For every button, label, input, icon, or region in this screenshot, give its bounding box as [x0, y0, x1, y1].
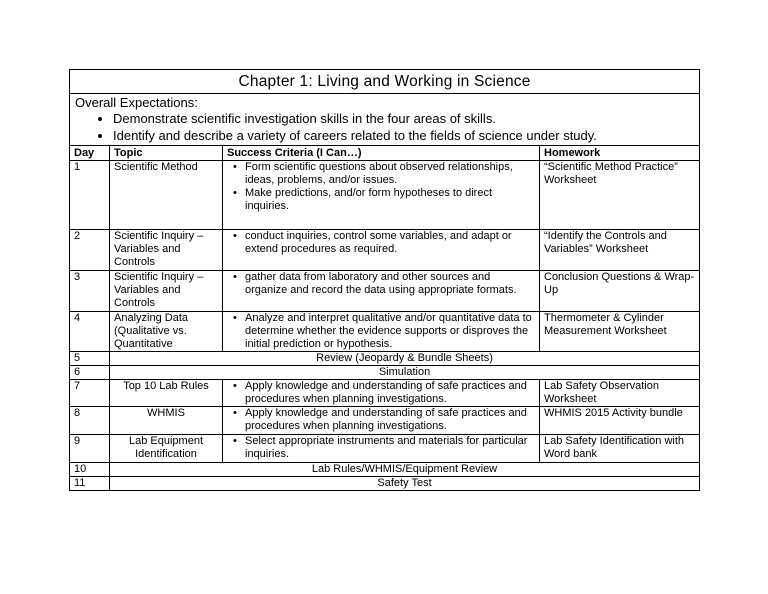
schedule-row — [70, 406, 700, 434]
homework-cell: “Identify the Controls and Variables” Worksheet — [540, 229, 700, 270]
homework-cell: Lab Safety Identification with Word bank — [540, 434, 700, 462]
criteria-item: • conduct inquiries, control some variables, and adapt or extend procedures as required. — [245, 230, 535, 256]
homework-cell: Conclusion Questions & Wrap-Up — [540, 270, 700, 311]
header-topic: Topic — [110, 145, 223, 160]
day-cell: 4 — [70, 311, 110, 351]
day-cell: 3 — [70, 270, 110, 311]
schedule-row — [70, 229, 700, 270]
topic-cell: Analyzing Data (Qualitative vs. Quantitative — [110, 311, 223, 351]
homework-cell: Thermometer & Cylinder Measurement Worksheet — [540, 311, 700, 351]
day-cell: 9 — [70, 434, 110, 462]
homework-cell: WHMIS 2015 Activity bundle — [540, 406, 700, 434]
criteria-list — [227, 380, 535, 406]
overall-expectations-label: Overall Expectations: — [75, 95, 198, 110]
homework-cell: “Scientific Method Practice” Worksheet — [540, 160, 700, 229]
criteria-cell — [223, 311, 540, 351]
criteria-cell — [223, 270, 540, 311]
day-cell: 6 — [70, 365, 110, 379]
schedule-row — [70, 160, 700, 229]
schedule-row — [70, 462, 700, 476]
title-row — [70, 70, 700, 94]
day-cell: 1 — [70, 160, 110, 229]
schedule-row — [70, 379, 700, 406]
overall-expectations-list — [75, 111, 695, 144]
overall-expectations — [70, 94, 700, 146]
criteria-cell — [223, 229, 540, 270]
schedule-row — [70, 351, 700, 365]
criteria-cell — [223, 406, 540, 434]
page-title: Chapter 1: Living and Working in Science — [70, 70, 700, 94]
topic-cell: Lab Equipment Identification — [110, 434, 223, 462]
criteria-item: • gather data from laboratory and other sources and organize and record the data using appropriate formats. — [245, 271, 535, 297]
activity-cell: Lab Rules/WHMIS/Equipment Review — [110, 462, 700, 476]
criteria-item: • Apply knowledge and understanding of safe practices and procedures when planning investigations. — [245, 407, 535, 433]
criteria-list — [227, 407, 535, 433]
schedule-row — [70, 311, 700, 351]
topic-cell: Scientific Inquiry – Variables and Controls — [110, 229, 223, 270]
header-homework: Homework — [540, 145, 700, 160]
schedule-row — [70, 365, 700, 379]
criteria-cell — [223, 160, 540, 229]
criteria-list — [227, 161, 535, 213]
unit-plan-table — [69, 69, 700, 491]
activity-cell: Safety Test — [110, 476, 700, 490]
day-cell: 2 — [70, 229, 110, 270]
expectation-item: • Demonstrate scientific investigation skills in the four areas of skills. — [113, 111, 695, 127]
day-cell: 7 — [70, 379, 110, 406]
criteria-item: • Apply knowledge and understanding of safe practices and procedures when planning investigations. — [245, 380, 535, 406]
topic-cell: Scientific Method — [110, 160, 223, 229]
document-page — [69, 69, 699, 491]
criteria-item: • Form scientific questions about observed relationships, ideas, problems, and/or issues. — [245, 161, 535, 187]
day-cell: 8 — [70, 406, 110, 434]
criteria-item: • Analyze and interpret qualitative and/or quantitative data to determine whether the evidence supports or disproves the initial prediction or hypothesis. — [245, 312, 535, 351]
activity-cell: Simulation — [110, 365, 700, 379]
criteria-cell — [223, 434, 540, 462]
criteria-list — [227, 230, 535, 256]
header-day: Day — [70, 145, 110, 160]
schedule-row — [70, 434, 700, 462]
expectations-row — [70, 94, 700, 146]
criteria-item: • Make predictions, and/or form hypotheses to direct inquiries. — [245, 187, 535, 213]
topic-cell: Scientific Inquiry – Variables and Controls — [110, 270, 223, 311]
activity-cell: Review (Jeopardy & Bundle Sheets) — [110, 351, 700, 365]
schedule-row — [70, 270, 700, 311]
criteria-list — [227, 271, 535, 297]
day-cell: 5 — [70, 351, 110, 365]
topic-cell: WHMIS — [110, 406, 223, 434]
day-cell: 11 — [70, 476, 110, 490]
header-criteria: Success Criteria (I Can…) — [223, 145, 540, 160]
criteria-list — [227, 435, 535, 461]
criteria-cell — [223, 379, 540, 406]
criteria-list — [227, 312, 535, 351]
homework-cell: Lab Safety Observation Worksheet — [540, 379, 700, 406]
expectation-item: • Identify and describe a variety of careers related to the fields of science under study. — [113, 128, 695, 144]
day-cell: 10 — [70, 462, 110, 476]
criteria-item: • Select appropriate instruments and materials for particular inquiries. — [245, 435, 535, 461]
schedule-row — [70, 476, 700, 490]
topic-cell: Top 10 Lab Rules — [110, 379, 223, 406]
header-row — [70, 145, 700, 160]
